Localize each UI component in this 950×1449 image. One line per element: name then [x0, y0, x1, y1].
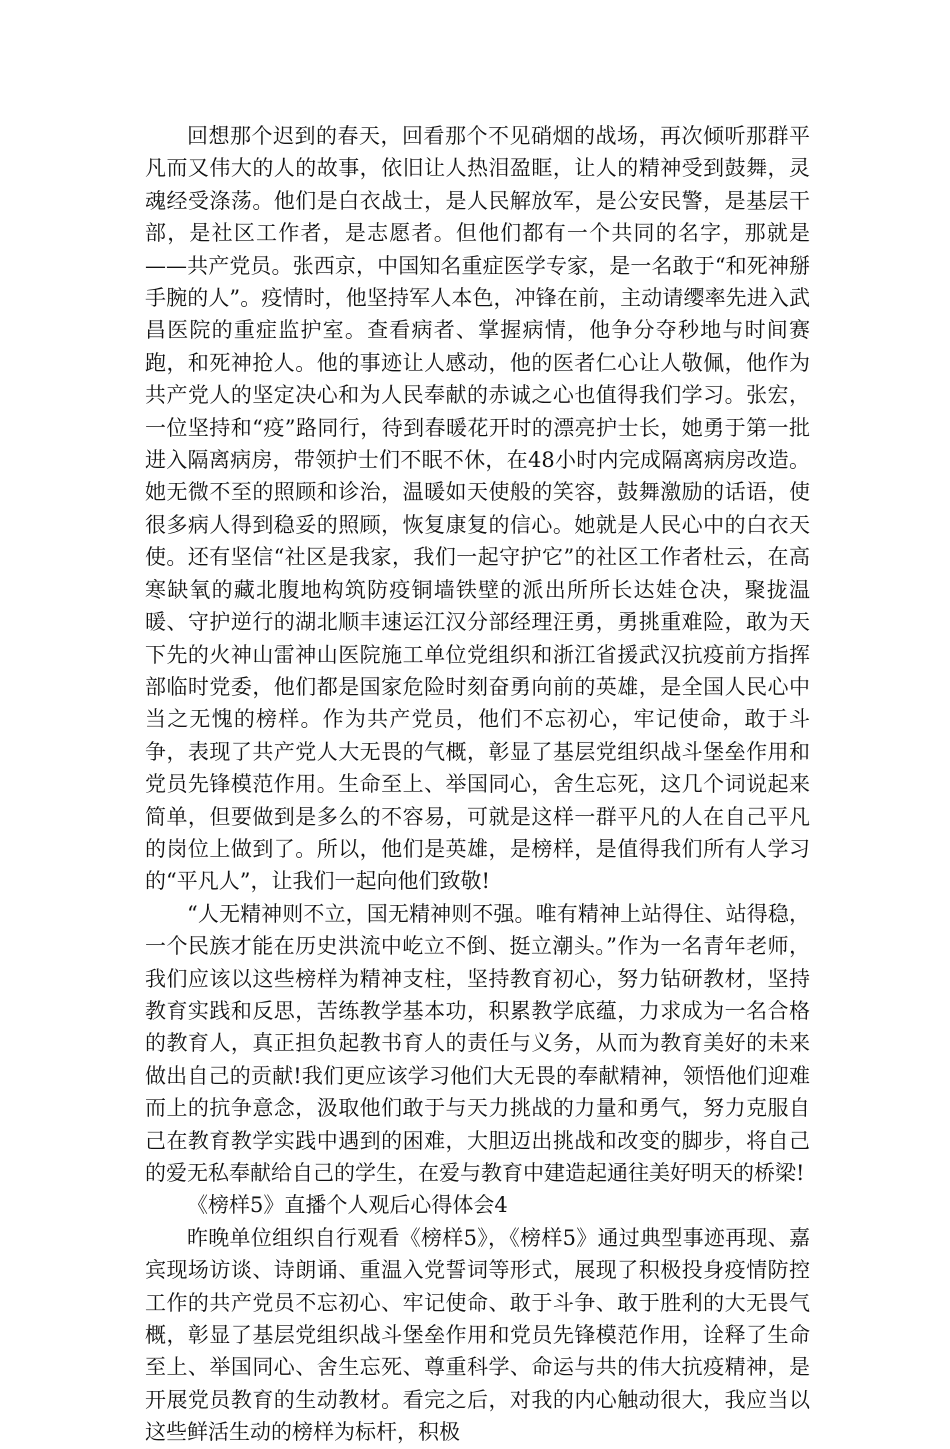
paragraph-heroes: 回想那个迟到的春天，回看那个不见硝烟的战场，再次倾听那群平凡而又伟大的人的故事，依旧让人热泪盈眶，让人的精神受到鼓舞，灵魂经受涤荡。他们是白衣战士，是人民解放军，是公安民警，是基层干部，是社区工作者，是志愿者。但他们都有一个共同的名字，那就是——共产党员。张西京，中国知名重症医学专家，是一名敢于“和死神掰手腕的人”。疫情时，他坚持军人本色，冲锋在前，主动请缨率先进入武昌医院的重症监护室。查看病者、掌握病情，他争分夺秒地与时间赛跑，和死神抢人。他的事迹让人感动，他的医者仁心让人敬佩，他作为共产党人的坚定决心和为人民奉献的赤诚之心也值得我们学习。张宏，一位坚持和“疫”路同行，待到春暖花开时的漂亮护士长，她勇于第一批进入隔离病房，带领护士们不眠不休，在48小时内完成隔离病房改造。她无微不至的照顾和诊治，温暖如天使般的笑容，鼓舞激励的话语，使很多病人得到稳妥的照顾，恢复康复的信心。她就是人民心中的白衣天使。还有坚信“社区是我家，我们一起守护它”的社区工作者杜云，在高寒缺氧的藏北腹地构筑防疫铜墙铁壁的派出所所长达娃仓决，聚拢温暖、守护逆行的湖北顺丰速运江汉分部经理汪勇，勇挑重难险，敢为天下先的火神山雷神山医院施工单位党组织和浙江省援武汉抗疫前方指挥部临时党委，他们都是国家危险时刻奋勇向前的英雄，是全国人民心中当之无愧的榜样。作为共产党员，他们不忘初心，牢记使命，敢于斗争，表现了共产党人大无畏的气概，彰显了基层党组织战斗堡垒作用和党员先锋模范作用。生命至上、举国同心，舍生忘死，这几个词说起来简单，但要做到是多么的不容易，可就是这样一群平凡的人在自己平凡的岗位上做到了。所以，他们是英雄，是榜样，是值得我们所有人学习的“平凡人”，让我们一起向他们致敬! [145, 124, 810, 894]
paragraph-section-4: 昨晚单位组织自行观看《榜样5》，《榜样5》通过典型事迹再现、嘉宾现场访谈、诗朗诵、重温入党誓词等形式，展现了积极投身疫情防控工作的共产党员不忘初心、牢记使命、敢于斗争、敢于胜利的大无畏气概，彰显了基层党组织战斗堡垒作用和党员先锋模范作用，诠释了生命至上、举国同心、舍生忘死、尊重科学、命运与共的伟大抗疫精神，是开展党员教育的生动教材。看完之后，对我的内心触动很大，我应当以这些鲜活生动的榜样为标杆，积极 [145, 1225, 810, 1445]
section-title: 《榜样5》直播个人观后心得体会4 [187, 1193, 508, 1218]
document-body [145, 120, 810, 1449]
paragraph-teacher-reflection: “人无精神则不立，国无精神则不强。唯有精神上站得住、站得稳，一个民族才能在历史洪流中屹立不倒、挺立潮头。”作为一名青年老师，我们应该以这些榜样为精神支柱，坚持教育初心，努力钻研教材，坚持教育实践和反思，苦练教学基本功，积累教学底蕴，力求成为一名合格的教育人，真正担负起教书育人的责任与义务，从而为教育美好的未来做出自己的贡献!我们更应该学习他们大无畏的奉献精神，领悟他们迎难而上的抗争意念，汲取他们敢于与天力挑战的力量和勇气，努力克服自己在教育教学实践中遇到的困难，大胆迈出挑战和改变的脚步，将自己的爱无私奉献给自己的学生，在爱与教育中建造起通往美好明天的桥梁! [145, 901, 810, 1185]
